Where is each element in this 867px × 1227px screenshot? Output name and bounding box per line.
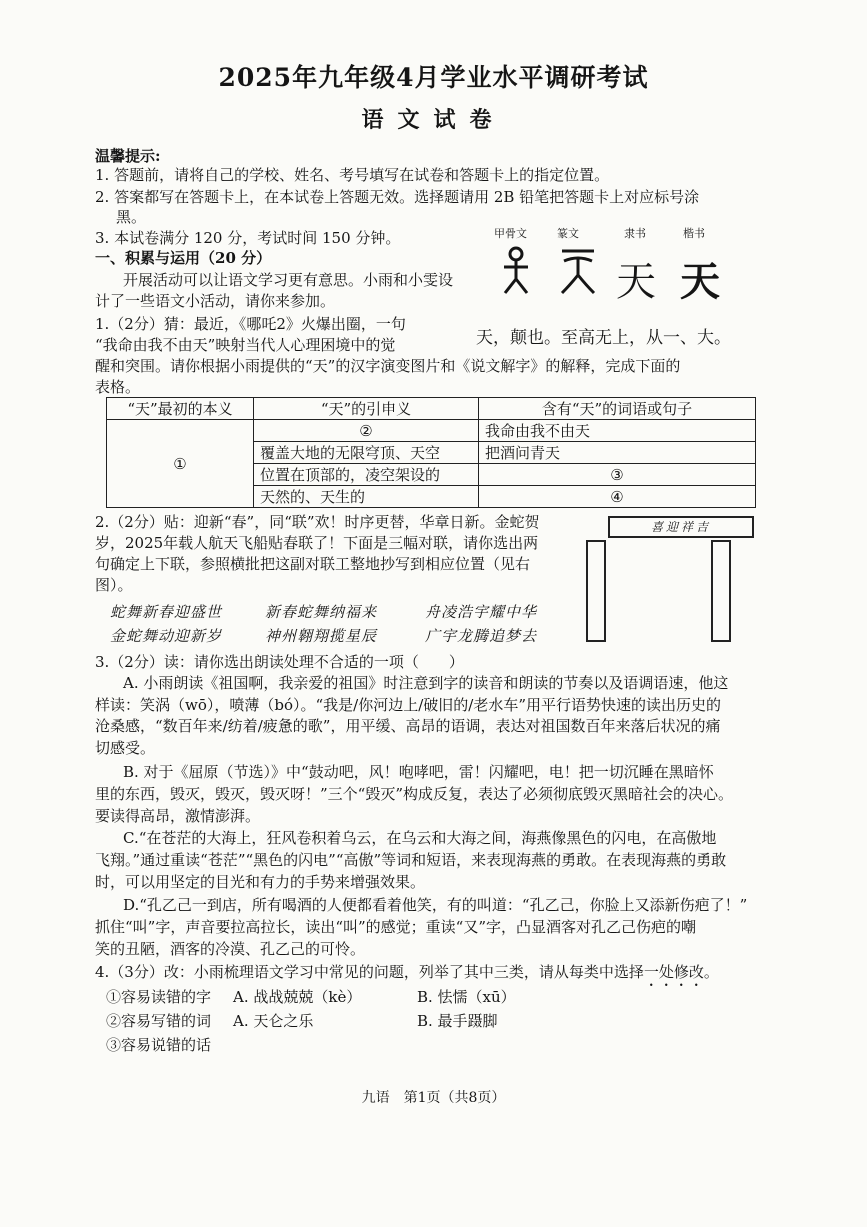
q4-cat1-option-a[interactable]: A. 战战兢兢（kè） <box>233 988 362 1006</box>
table-row <box>107 420 756 442</box>
evo-label-regular: 楷书 <box>683 227 705 240</box>
q3-option-c-cont: 时，可以用坚定的目光和有力的手势来增强效果。 <box>95 873 426 891</box>
table-header: “天”的引申义 <box>254 398 479 420</box>
q3-option-a-cont: 样读：笑涡（wō），喷薄（bó）。“我是/你河边上/破旧的/老水车”用平行语势快速的读出历史的 <box>95 696 722 714</box>
q3-option-d-cont: 抓住“叫”字，声音要拉高拉长，读出“叫”的感觉；重读“又”字，凸显酒客对孔乙己伤疤的嘲 <box>95 918 697 936</box>
table-header-row <box>107 398 756 420</box>
q2-line-3: 句确定上下联，参照横批把这副对联工整地抄写到相应位置（见右 <box>95 555 531 573</box>
couplet-banner: 喜迎祥吉 <box>608 516 754 538</box>
q3-option-d-cont: 笑的丑陋，酒客的冷漠、孔乙己的可怜。 <box>95 940 366 958</box>
table-header: 含有“天”的词语或句子 <box>479 398 756 420</box>
oracle-glyph-icon <box>496 245 536 297</box>
q3-option-d: D.“孔乙己一到店，所有喝酒的人便都看着他笑，有的叫道：“孔乙己，你脸上又添新伤疤了！” <box>123 896 748 914</box>
blank-2[interactable]: ② <box>254 420 479 442</box>
couplet-option: 神州翱翔揽星辰 <box>265 627 378 645</box>
table-cell: 位置在顶部的，凌空架设的 <box>254 464 479 486</box>
q3-option-a-cont: 切感受。 <box>95 739 156 757</box>
tips-item-3: 3. 本试卷满分 120 分，考试时间 150 分钟。 <box>95 229 401 247</box>
q1-line-1: 1.（2分）猜：最近，《哪吒2》火爆出圈，一句 <box>95 315 406 333</box>
shuowen-definition: 天，颠也。至高无上，从一、大。 <box>476 328 731 348</box>
section-heading: 一、积累与运用（20 分） <box>95 249 272 267</box>
q3-stem: 3.（2分）读：请你选出朗读处理不合适的一项（ ） <box>95 653 464 671</box>
table-header: “天”最初的本义 <box>107 398 254 420</box>
q2-line-1: 2.（2分）贴：迎新“春”，同“联”欢！时序更替，华章日新。金蛇贺 <box>95 513 540 531</box>
blank-4[interactable]: ④ <box>479 486 756 508</box>
q3-option-c-cont: 飞翔。”通过重读“苍茫”“黑色的闪电”“高傲”等词和短语，来表现海燕的勇敢。在表现海燕的勇敢 <box>95 851 727 869</box>
tips-heading: 温馨提示: <box>95 147 161 165</box>
couplet-option: 蛇舞新春迎盛世 <box>110 603 223 621</box>
q3-option-c: C.“在苍茫的大海上，狂风卷积着乌云，在乌云和大海之间，海燕像黑色的闪电，在高傲地 <box>123 829 717 847</box>
q3-option-b-cont: 里的东西，毁灭，毁灭，毁灭呀！”三个“毁灭”构成反复，表达了必须彻底毁灭黑暗社会的决心。 <box>95 785 734 803</box>
table-cell: 把酒问青天 <box>479 442 756 464</box>
tips-item-1: 1. 答题前，请将自己的学校、姓名、考号填写在试卷和答题卡上的指定位置。 <box>95 166 610 184</box>
q4-category-1: ①容易读错的字 <box>106 988 212 1006</box>
couplet-right-box[interactable] <box>711 540 731 642</box>
q3-option-b-cont: 要读得高昂，激情澎湃。 <box>95 807 261 825</box>
exam-subtitle: 语文试卷 <box>361 107 506 133</box>
q1-line-4: 表格。 <box>95 378 141 396</box>
couplet-option: 舟凌浩宇耀中华 <box>425 603 538 621</box>
q2-line-2: 岁，2025年载人航天飞船贴春联了！下面是三幅对联，请你选出两 <box>95 534 539 552</box>
table-cell: 覆盖大地的无限穹顶、天空 <box>254 442 479 464</box>
tips-item-2: 2. 答案都写在答题卡上，在本试卷上答题无效。选择题请用 2B 铅笔把答题卡上对应标号涂 <box>95 188 700 206</box>
couplet-option: 广宇龙腾追梦去 <box>425 627 538 645</box>
q2-line-4: 图）。 <box>95 576 133 594</box>
regular-glyph: 天 <box>680 258 720 305</box>
evo-label-clerical: 隶书 <box>624 227 646 240</box>
couplet-option: 新春蛇舞纳福来 <box>265 603 378 621</box>
seal-glyph-icon <box>556 245 600 297</box>
couplet-option: 金蛇舞动迎新岁 <box>110 627 223 645</box>
q4-cat1-option-b[interactable]: B. 怯懦（xū） <box>417 988 516 1006</box>
q3-option-b: B. 对于《屈原（节选）》中“鼓动吧，风！咆哮吧，雷！闪耀吧，电！把一切沉睡在黑暗怀 <box>123 763 714 781</box>
evo-label-seal: 篆文 <box>557 227 579 240</box>
clerical-glyph: 天 <box>616 259 656 305</box>
couplet-left-box[interactable] <box>586 540 606 642</box>
q4-cat2-option-b[interactable]: B. 最手蹑脚 <box>417 1012 498 1030</box>
evo-label-oracle: 甲骨文 <box>494 227 527 240</box>
tips-item-2-cont: 黑。 <box>116 208 147 226</box>
q4-stem-emphasis: 一处修改。 <box>643 963 719 981</box>
section-intro-1: 开展活动可以让语文学习更有意思。小雨和小雯设 <box>123 271 454 289</box>
table-cell: 天然的、天生的 <box>254 486 479 508</box>
q1-line-2: “我命由我不由天”映射当代人心理困境中的觉 <box>95 336 396 354</box>
q4-category-2: ②容易写错的词 <box>106 1012 212 1030</box>
page-footer: 九语 第1页（共8页） <box>361 1090 506 1106</box>
table-cell: 我命由我不由天 <box>479 420 756 442</box>
q4-stem <box>95 962 719 990</box>
q3-option-a: A. 小雨朗读《祖国啊，我亲爱的祖国》时注意到字的读音和朗读的节奏以及语调语速，他这 <box>123 674 729 692</box>
q3-option-a-cont: 沧桑感，“数百年来/纺着/疲惫的歌”，用平缓、高昂的语调，表达对祖国数百年来落后状况的痛 <box>95 717 721 735</box>
blank-3[interactable]: ③ <box>479 464 756 486</box>
exam-title: 2025年九年级4月学业水平调研考试 <box>218 63 649 92</box>
q4-stem-text: 4.（3分）改：小雨梳理语文学习中常见的问题，列举了其中三类，请从每类中选择 <box>95 963 644 981</box>
q1-line-3: 醒和突围。请你根据小雨提供的“天”的汉字演变图片和《说文解字》的解释，完成下面的 <box>95 357 681 375</box>
q4-category-3: ③容易说错的话 <box>106 1036 212 1054</box>
q1-table <box>106 397 756 508</box>
section-intro-2: 计了一些语文小活动，请你来参加。 <box>95 292 336 310</box>
blank-1[interactable]: ① <box>107 420 254 508</box>
q4-cat2-option-a[interactable]: A. 天仑之乐 <box>233 1012 314 1030</box>
